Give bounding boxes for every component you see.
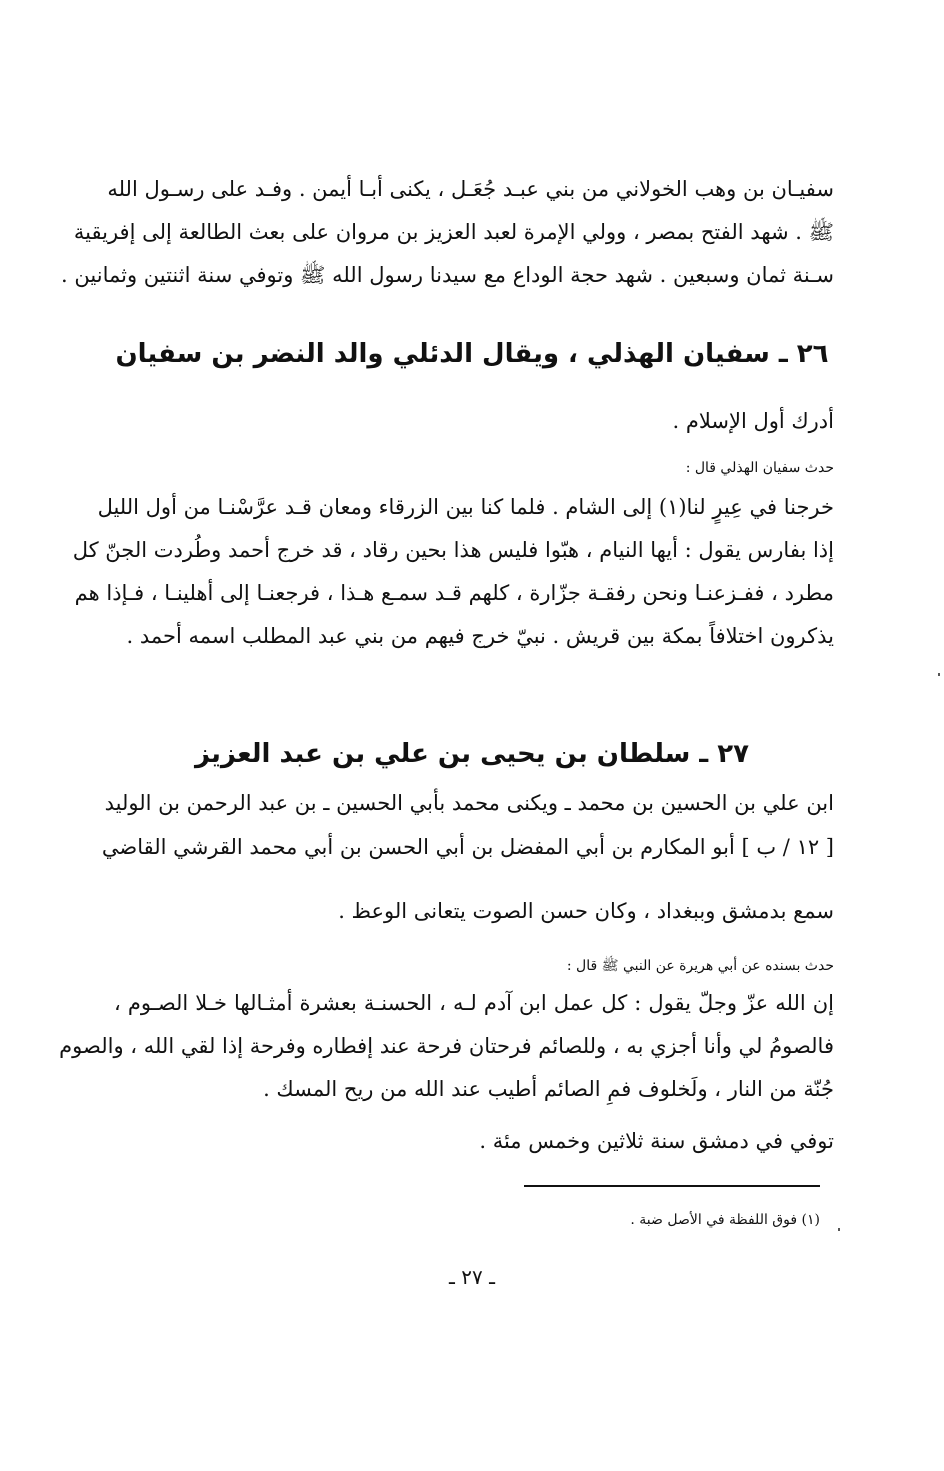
entry-25-line-1: سفيـان بن وهب الخولاني من بني عبـد جُعَـل ، يكنى أبـا أيمن . وفـد على رسـول الله <box>107 177 834 201</box>
entry-27-heading: ٢٧ ـ سلطان بن يحيى بن علي بن عبد العزيز <box>195 739 749 769</box>
page-number: ـ ٢٧ ـ <box>449 1265 495 1289</box>
entry-27-death: توفي في دمشق سنة ثلاثين وخمس مئة . <box>479 1129 834 1153</box>
entry-25-line-2: ﷺ . شهد الفتح بمصر ، وولي الإمرة لعبد العزيز بن مروان على بعث الطالعة إلى إفريقية <box>73 220 834 244</box>
entry-26-intro: أدرك أول الإسلام . <box>672 409 834 433</box>
entry-26-hadith-intro: حدث سفيان الهذلي قال : <box>685 460 834 476</box>
entry-27-hadith-intro: حدث بسنده عن أبي هريرة عن النبي ﷺ قال : <box>566 958 834 974</box>
scan-speck <box>938 673 940 676</box>
entry-26-hadith-line-1: خرجنا في عِيرٍ لنا(١) إلى الشام . فلما كنا بين الزرقاء ومعان قـد عرَّسْنـا من أول الليل <box>97 495 834 519</box>
entry-27-lineage-line-2: [ ١٢ / ب ] أبو المكارم بن أبي المفضل بن أبي الحسن بن أبي محمد القرشي القاضي <box>101 835 834 859</box>
entry-25-line-3: سـنة ثمان وسبعين . شهد حجة الوداع مع سيدنا رسول الله ﷺ وتوفي سنة اثنتين وثمانين . <box>61 263 834 287</box>
entry-27-lineage-line-1: ابن علي بن الحسين بن محمد ـ ويكنى محمد بأبي الحسين ـ بن عبد الرحمن بن الوليد <box>104 791 834 815</box>
entry-26-hadith-line-3: مطرد ، ففـزعنـا ونحن رفقـة جزّارة ، كلهم قـد سمـع هـذا ، فرجعنـا إلى أهلينـا ، فـإذا هم <box>74 581 834 605</box>
footnote-separator <box>524 1185 820 1187</box>
entry-27-hadith-line-1: إن الله عزّ وجلّ يقول : كل عمل ابن آدم لـه ، الحسنـة بعشرة أمثـالها خـلا الصـوم ، <box>114 991 834 1015</box>
entry-27-hadith-line-3: جُنّة من النار ، ولَخلوف فمِ الصائم أطيب عند الله من ريح المسك . <box>263 1077 834 1101</box>
entry-27-intro: سمع بدمشق وببغداد ، وكان حسن الصوت يتعانى الوعظ . <box>338 899 834 923</box>
entry-27-hadith-line-2: فالصومُ لي وأنا أجزي به ، وللصائم فرحتان فرحة عند إفطاره وفرحة إذا لقي الله ، والصوم <box>59 1034 834 1058</box>
entry-26-hadith-line-4: يذكرون اختلافاً بمكة بين قريش . نبيّ خرج فيهم من بني عبد المطلب اسمه أحمد . <box>126 624 834 648</box>
entry-26-hadith-line-2: إذا بفارس يقول : أيها النيام ، هبّوا فليس هذا بحين رقاد ، قد خرج أحمد وطُردت الجنّ كل <box>72 538 834 562</box>
scan-speck <box>838 1228 840 1231</box>
entry-26-heading: ٢٦ ـ سفيان الهذلي ، ويقال الدئلي والد النضر بن سفيان <box>115 339 829 369</box>
footnote: (١) فوق اللفظة في الأصل ضبة . <box>630 1212 820 1228</box>
